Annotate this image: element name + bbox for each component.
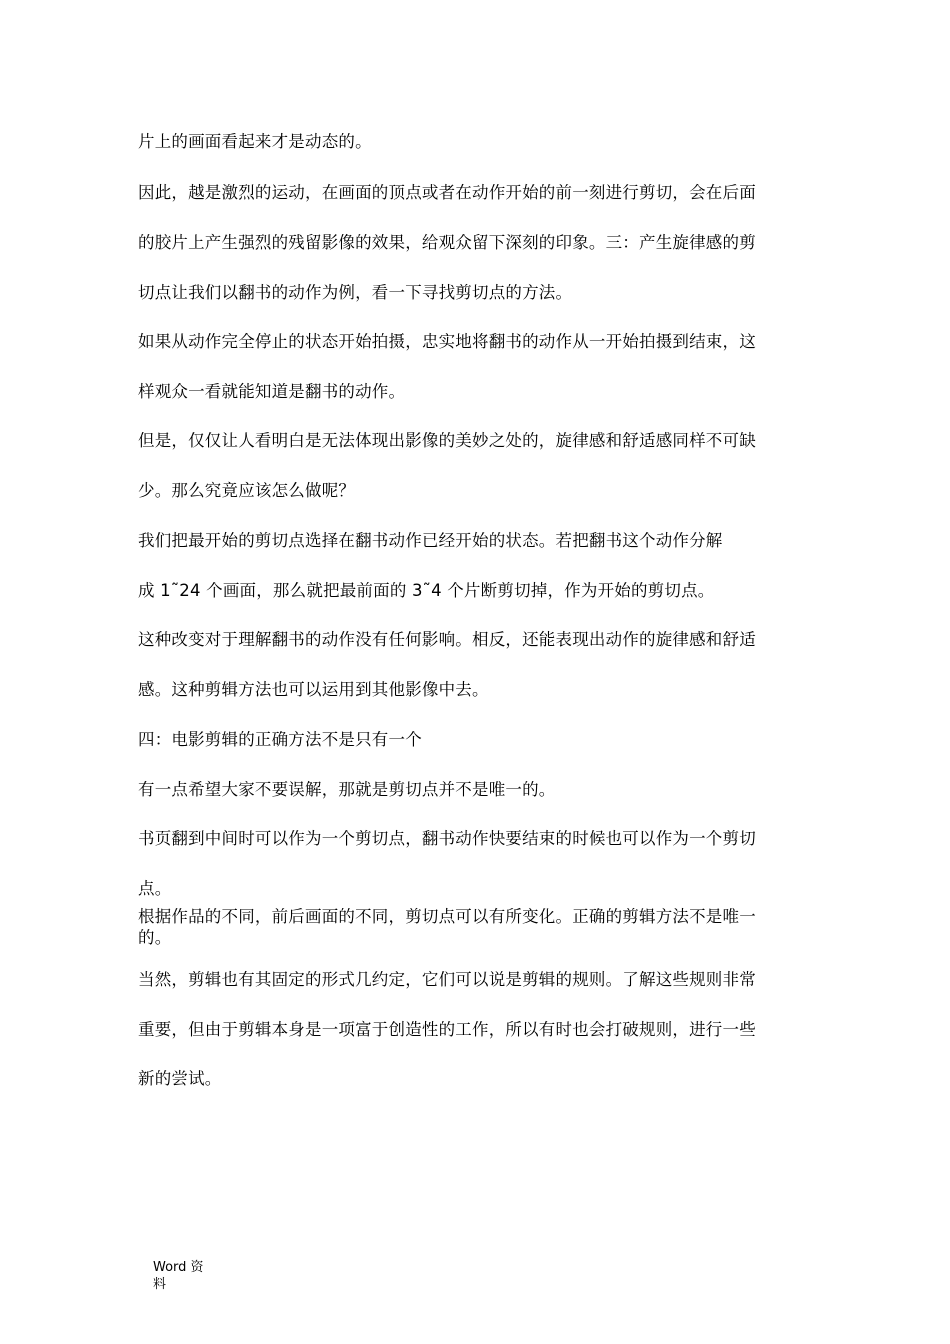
paragraph-line: 但是，仅仅让人看明白是无法体现出影像的美妙之处的，旋律感和舒适感同样不可缺 <box>138 431 756 450</box>
paragraph-line: 片上的画面看起来才是动态的。 <box>138 132 372 151</box>
paragraph-line: 样观众一看就能知道是翻书的动作。 <box>138 382 406 401</box>
paragraph-line: 点。 <box>138 879 172 898</box>
paragraph-line: 如果从动作完全停止的状态开始拍摄，忠实地将翻书的动作从一开始拍摄到结束，这 <box>138 332 756 351</box>
paragraph-line: 重要，但由于剪辑本身是一项富于创造性的工作，所以有时也会打破规则，进行一些 <box>138 1020 756 1039</box>
section-heading: 四：电影剪辑的正确方法不是只有一个 <box>138 730 422 749</box>
paragraph-line: 书页翻到中间时可以作为一个剪切点，翻书动作快要结束的时候也可以作为一个剪切 <box>138 829 756 848</box>
paragraph-line: 这种改变对于理解翻书的动作没有任何影响。相反，还能表现出动作的旋律感和舒适 <box>138 630 756 649</box>
paragraph-line: 新的尝试。 <box>138 1069 222 1088</box>
paragraph-line: 的胶片上产生强烈的残留影像的效果，给观众留下深刻的印象。三：产生旋律感的剪 <box>138 233 756 252</box>
paragraph-line: 感。这种剪辑方法也可以运用到其他影像中去。 <box>138 680 489 699</box>
paragraph-line: 的。 <box>138 928 172 947</box>
footer-label: 料 <box>153 1277 167 1292</box>
paragraph-line: 我们把最开始的剪切点选择在翻书动作已经开始的状态。若把翻书这个动作分解 <box>138 531 723 550</box>
paragraph-line: 因此，越是激烈的运动，在画面的顶点或者在动作开始的前一刻进行剪切，会在后面 <box>138 183 756 202</box>
footer-label: Word 资 <box>153 1260 204 1275</box>
paragraph-line: 根据作品的不同，前后画面的不同，剪切点可以有所变化。正确的剪辑方法不是唯一 <box>138 907 756 926</box>
paragraph-line: 少。那么究竟应该怎么做呢？ <box>138 481 356 500</box>
paragraph-line: 当然，剪辑也有其固定的形式几约定，它们可以说是剪辑的规则。了解这些规则非常 <box>138 970 756 989</box>
paragraph-line: 有一点希望大家不要误解，那就是剪切点并不是唯一的。 <box>138 780 556 799</box>
paragraph-line: 切点让我们以翻书的动作为例，看一下寻找剪切点的方法。 <box>138 283 573 302</box>
paragraph-line: 成 1˜24 个画面，那么就把最前面的 3˜4 个片断剪切掉，作为开始的剪切点。 <box>138 581 715 600</box>
